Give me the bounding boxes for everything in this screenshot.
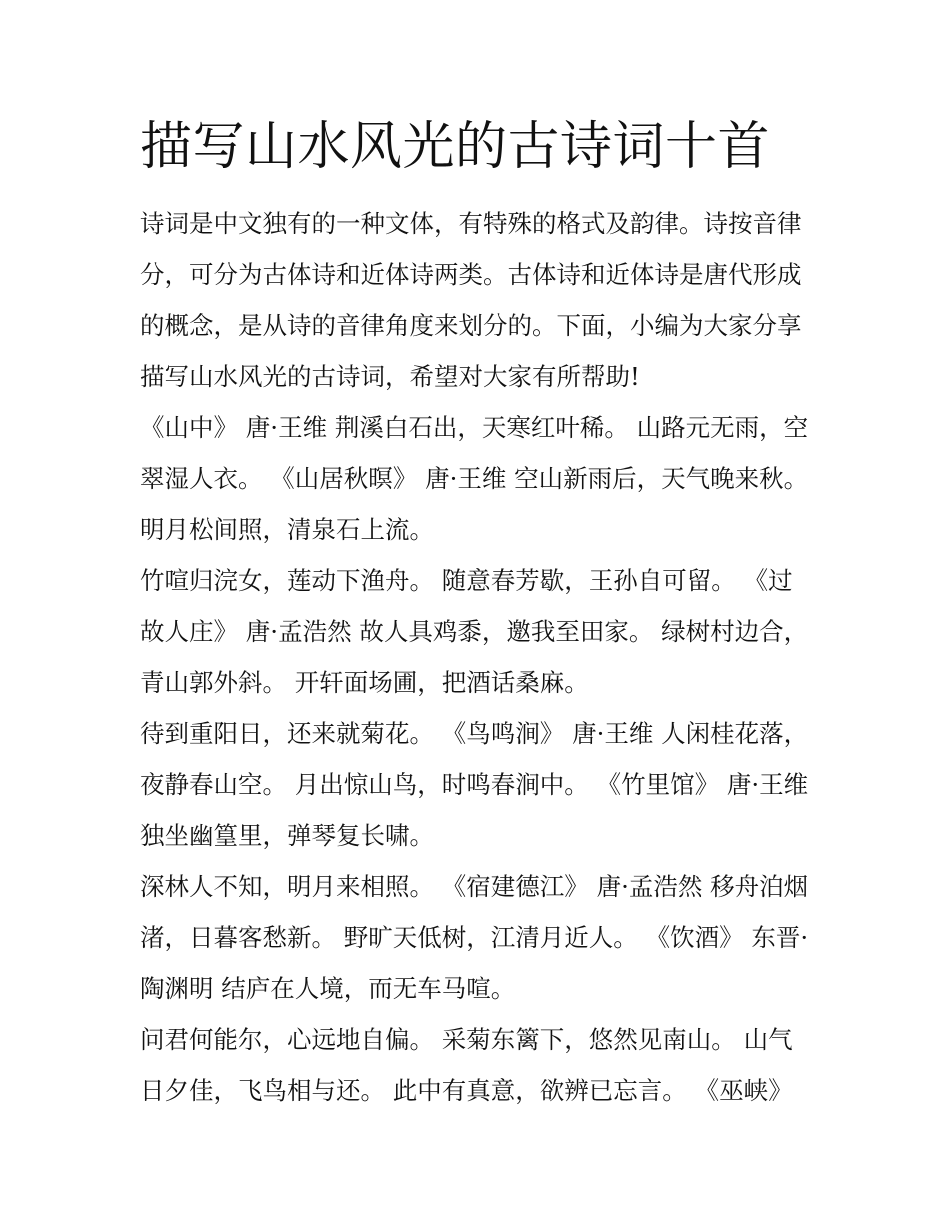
text-line: 待到重阳日，还来就菊花。 《鸟鸣涧》 唐·王维 人闲桂花落， <box>140 719 809 748</box>
text-line: 渚，日暮客愁新。 野旷天低树，江清月近人。 《饮酒》 东晋· <box>140 923 809 952</box>
paragraph-poems-3 <box>140 708 820 861</box>
text-line: 青山郭外斜。 开轩面场圃，把酒话桑麻。 <box>140 668 589 697</box>
paragraph-poems-4 <box>140 861 820 1014</box>
text-line: 翠湿人衣。 《山居秋暝》 唐·王维 空山新雨后，天气晚来秋。 <box>140 464 809 493</box>
text-line: 的概念，是从诗的音律角度来划分的。下面，小编为大家分享 <box>140 311 802 340</box>
paragraph-intro <box>140 198 820 402</box>
text-line: 深林人不知，明月来相照。 《宿建德江》 唐·孟浩然 移舟泊烟 <box>140 872 809 901</box>
text-line: 独坐幽篁里，弹琴复长啸。 <box>140 821 434 850</box>
text-line: 明月松间照，清泉石上流。 <box>140 515 434 544</box>
page-title: 描写山水风光的古诗词十首 <box>140 117 771 177</box>
text-line: 竹喧归浣女，莲动下渔舟。 随意春芳歇，王孙自可留。 《过 <box>140 566 793 595</box>
text-line: 《山中》 唐·王维 荆溪白石出，天寒红叶稀。 山路元无雨，空 <box>140 413 809 442</box>
text-line: 陶渊明 结庐在人境，而无车马喧。 <box>140 974 516 1003</box>
paragraph-poems-1 <box>140 402 820 555</box>
text-line: 日夕佳，飞鸟相与还。 此中有真意，欲辨已忘言。 《巫峡》 <box>140 1076 793 1105</box>
text-line: 描写山水风光的古诗词，希望对大家有所帮助! <box>140 362 640 391</box>
text-line: 分，可分为古体诗和近体诗两类。古体诗和近体诗是唐代形成 <box>140 260 802 289</box>
text-line: 故人庄》 唐·孟浩然 故人具鸡黍，邀我至田家。 绿树村边合， <box>140 617 809 646</box>
text-line: 诗词是中文独有的一种文体，有特殊的格式及韵律。诗按音律 <box>140 209 802 238</box>
text-line: 夜静春山空。 月出惊山鸟，时鸣春涧中。 《竹里馆》 唐·王维 <box>140 770 809 799</box>
paragraph-poems-5 <box>140 1014 820 1116</box>
paragraph-poems-2 <box>140 555 820 708</box>
text-line: 问君何能尔，心远地自偏。 采菊东篱下，悠然见南山。 山气 <box>140 1025 793 1054</box>
